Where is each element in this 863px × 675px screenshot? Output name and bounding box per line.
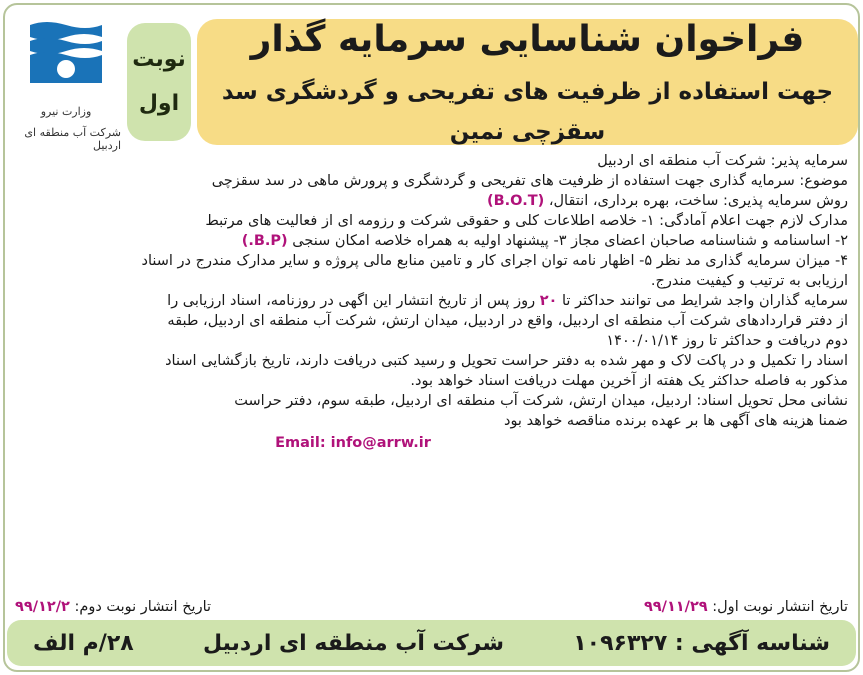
body-line-opening: مذکور به فاصله حداکثر یک هفته از آخرین مهلت دریافت اسناد خواهد بود. bbox=[410, 373, 848, 389]
page-title: فراخوان شناسایی سرمایه گذار bbox=[250, 19, 805, 60]
body-line-documents-2 bbox=[8, 231, 848, 251]
second-publish-value: ۹۹/۱۲/۲ bbox=[15, 599, 70, 615]
email-line bbox=[8, 433, 848, 453]
body-line-office: از دفتر قراردادهای شرکت آب منطقه ای اردبیل، واقع در اردبیل، میدان ارتش، شرکت آب منطقه ای اردبیل، طبقه bbox=[167, 313, 848, 329]
turn-badge bbox=[127, 23, 191, 141]
advertisement-frame bbox=[3, 3, 860, 672]
ministry-label: وزارت نیرو bbox=[40, 105, 92, 118]
publish-dates bbox=[15, 599, 848, 621]
second-publish-label: تاریخ انتشار نوبت دوم: bbox=[69, 599, 212, 615]
footer-code: ۲۸/م الف bbox=[33, 630, 134, 656]
body-line-documents-3: ۴- میزان سرمایه گذاری مد نظر ۵- اظهار نامه توان اجرای کار و تامین منابع مالی پروژه و سایر مدارک مندرج در اسناد bbox=[141, 253, 848, 269]
body-line-due-date: دوم دریافت و حداکثر تا روز ۱۴۰۰/۰۱/۱۴ bbox=[606, 333, 848, 349]
water-logo-icon bbox=[26, 17, 106, 87]
body-line-investee: سرمایه پذیر: شرکت آب منطقه ای اردبیل bbox=[597, 153, 848, 169]
footer-bar bbox=[7, 620, 856, 666]
company-signature-label: شرکت آب منطقه ای اردبیل bbox=[24, 126, 121, 152]
email-link[interactable]: Email: info@arrw.ir bbox=[275, 435, 431, 451]
bp-tag: (B.P.) bbox=[241, 233, 288, 249]
body-line-documents-4: ارزیابی به ترتیب و کیفیت مندرج. bbox=[650, 273, 848, 289]
page-subtitle: جهت استفاده از ظرفیت های تفریحی و گردشگری سد سقزچی نمین bbox=[221, 79, 834, 145]
deadline-pre: سرمایه گذاران واجد شرایط می توانند حداکثر تا bbox=[557, 293, 848, 309]
body-line-submission: اسناد را تکمیل و در پاکت لاک و مهر شده به دفتر حراست تحویل و رسید کتبی دریافت دارند، تاریخ بازگشایی اسناد bbox=[165, 353, 848, 369]
body-line-method bbox=[8, 191, 848, 211]
body-line-deadline bbox=[8, 291, 848, 311]
ad-id: شناسه آگهی : ۱۰۹۶۳۲۷ bbox=[573, 630, 830, 656]
first-publish-label: تاریخ انتشار نوبت اول: bbox=[707, 599, 848, 615]
footer-company: شرکت آب منطقه ای اردبیل bbox=[202, 630, 504, 656]
documents-2-text: ۲- اساسنامه و شناسنامه صاحبان اعضای مجاز ۳- پیشنهاد اولیه به همراه خلاصه امکان سنجی bbox=[287, 233, 848, 249]
body-line-subject: موضوع: سرمایه گذاری جهت استفاده از ظرفیت های تفریحی و گردشگری و پرورش ماهی در سد سقزچی bbox=[211, 173, 848, 189]
body-line-costs: ضمنا هزینه های آگهی ها بر عهده برنده مناقصه خواهد بود bbox=[503, 413, 848, 429]
bot-tag: (B.O.T) bbox=[486, 193, 545, 209]
announcement-body bbox=[8, 151, 848, 453]
turn-badge-line1: نوبت bbox=[132, 47, 186, 72]
deadline-post: روز پس از تاریخ انتشار این اگهی در روزنامه، اسناد ارزیابی را bbox=[167, 293, 540, 309]
second-publish-date bbox=[15, 599, 211, 621]
method-text: روش سرمایه پذیری: ساخت، بهره برداری، انتقال، bbox=[544, 193, 848, 209]
body-line-documents: مدارک لازم جهت اعلام آمادگی: ۱- خلاصه اطلاعات کلی و حقوقی شرکت و رزومه ای از فعالیت های مرتبط bbox=[205, 213, 848, 229]
turn-badge-line2: اول bbox=[138, 91, 180, 116]
first-publish-value: ۹۹/۱۱/۲۹ bbox=[643, 599, 708, 615]
company-logo bbox=[11, 11, 121, 171]
deadline-days: ۲۰ bbox=[539, 293, 558, 309]
body-line-address: نشانی محل تحویل اسناد: اردبیل، میدان ارتش، شرکت آب منطقه ای اردبیل، طبقه سوم، دفتر حراست bbox=[234, 393, 848, 409]
first-publish-date bbox=[644, 599, 848, 621]
title-banner bbox=[197, 19, 858, 145]
